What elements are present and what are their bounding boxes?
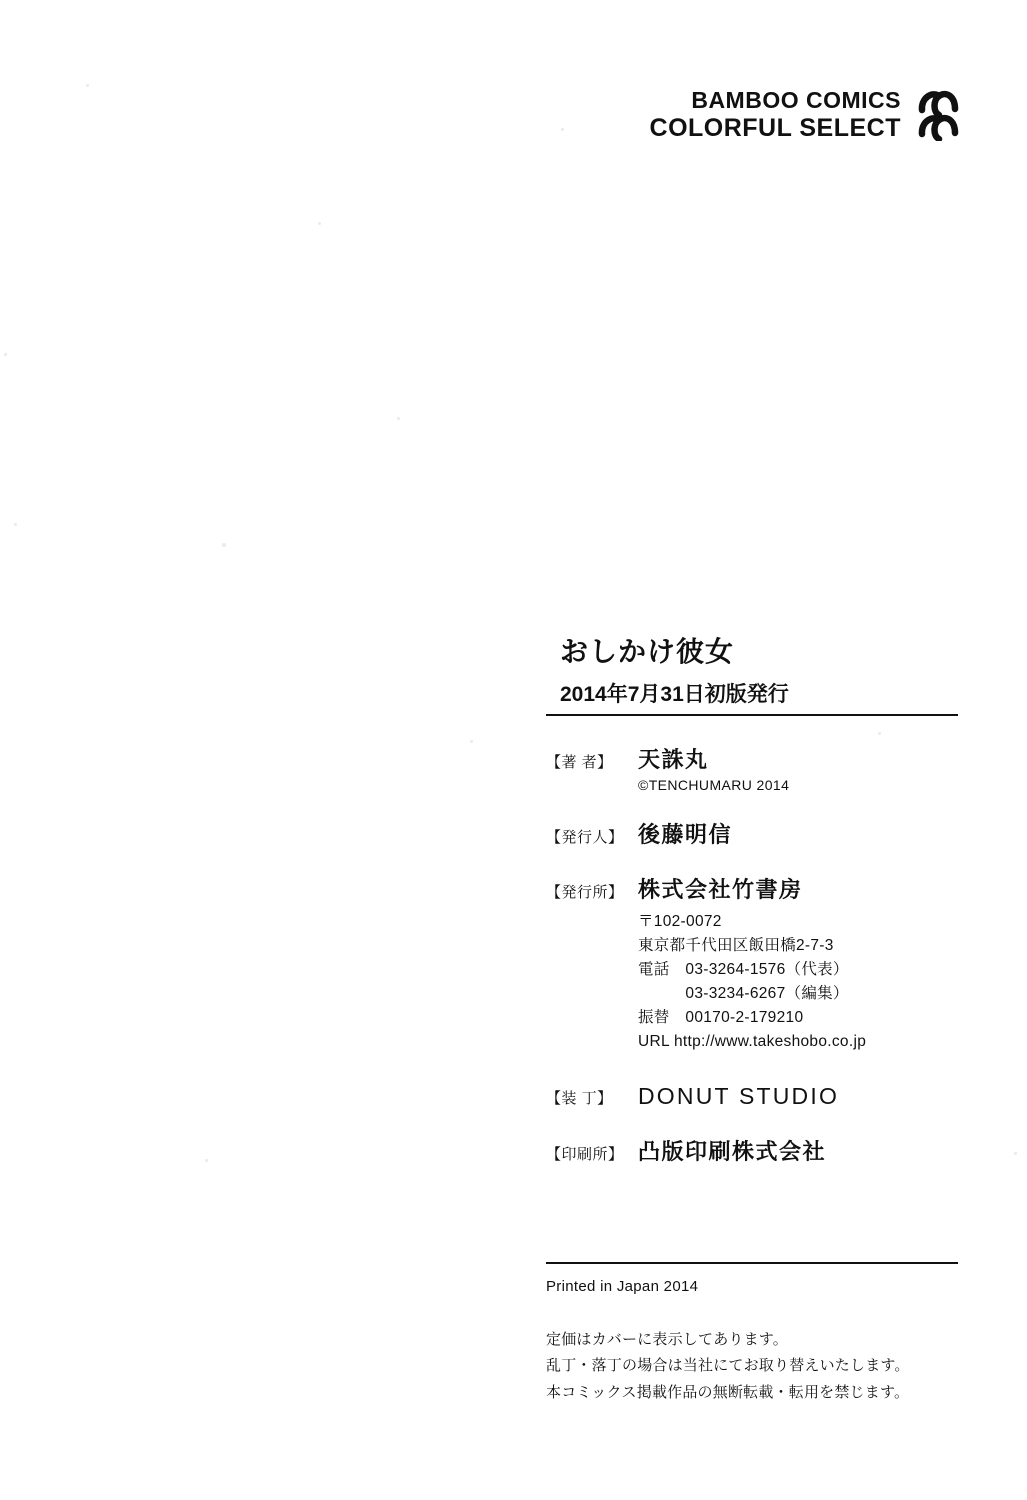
- note-price: 定価はカバーに表示してあります。: [546, 1331, 789, 1348]
- colophon-bottom-rule: [546, 1262, 958, 1264]
- cs-monogram-icon: [911, 89, 965, 141]
- colophon-label-publisher-company: 【発行所】: [546, 884, 624, 901]
- colophon-body-design: [638, 1082, 958, 1111]
- colophon-row-publisher-company: [546, 876, 958, 1054]
- publisher-address: [638, 910, 958, 1054]
- publisher-person-name: 後藤明信: [638, 821, 733, 847]
- colophon-block: [546, 630, 958, 1184]
- colophon-body-publisher-person: [638, 821, 958, 849]
- colophon-row-publisher-person: [546, 821, 958, 849]
- publisher-logo-text: [650, 88, 901, 142]
- address-phone-editorial: 03-3234-6267（編集）: [638, 984, 849, 1002]
- publication-date: 2014年7月31日初版発行: [560, 683, 789, 706]
- note-reprint-prohibited: 本コミックス掲載作品の無断転載・転用を禁じます。: [546, 1383, 910, 1401]
- paper-speck: [397, 417, 400, 420]
- colophon-label-design: 【装 丁】: [546, 1089, 613, 1107]
- colophon-label-author: 【著 者】: [546, 754, 613, 771]
- paper-speck: [561, 128, 564, 131]
- colophon-rows: [546, 746, 958, 1166]
- publisher-logo-line2: COLORFUL SELECT: [649, 113, 901, 142]
- author-copyright: ©TENCHUMARU 2014: [638, 776, 790, 793]
- author-name: 天誅丸: [638, 747, 709, 772]
- colophon-row-printer: [546, 1138, 958, 1166]
- paper-speck: [4, 353, 7, 356]
- printed-in-japan: Printed in Japan 2014: [546, 1278, 699, 1295]
- paper-speck: [86, 84, 89, 87]
- colophon-label-publisher-person: 【発行人】: [546, 828, 624, 846]
- publisher-logo: [650, 88, 965, 142]
- paper-speck: [470, 740, 473, 743]
- colophon-top-rule: [546, 714, 958, 716]
- book-title: おしかけ彼女: [560, 636, 735, 667]
- paper-speck: [1014, 1152, 1017, 1155]
- colophon-body-publisher-company: [638, 876, 958, 1054]
- address-postal-code: 〒102-0072: [638, 912, 722, 930]
- colophon-label-printer: 【印刷所】: [546, 1146, 624, 1164]
- colophon-body-author: [638, 746, 958, 793]
- design-studio-name: DONUT STUDIO: [638, 1082, 840, 1109]
- publisher-company-name: 株式会社竹書房: [638, 877, 803, 902]
- paper-speck: [14, 523, 17, 526]
- note-defective-copy: 乱丁・落丁の場合は当社にてお取り替えいたします。: [546, 1357, 910, 1375]
- colophon-row-design: [546, 1082, 958, 1111]
- colophon-body-printer: [638, 1138, 958, 1166]
- paper-speck: [318, 222, 321, 225]
- paper-speck: [222, 543, 226, 547]
- colophon-row-author: [546, 746, 958, 793]
- footer-notes: [546, 1327, 976, 1406]
- colophon-footer: [546, 1262, 976, 1406]
- address-url: URL http://www.takeshobo.co.jp: [638, 1032, 867, 1050]
- address-furikae: 振替 00170-2-179210: [638, 1008, 804, 1026]
- paper-speck: [205, 1159, 208, 1162]
- address-street: 東京都千代田区飯田橋2-7-3: [638, 936, 834, 954]
- publisher-logo-line1: BAMBOO COMICS: [691, 87, 901, 113]
- address-phone-main: 電話 03-3264-1576（代表）: [638, 960, 849, 978]
- printer-name: 凸版印刷株式会社: [638, 1139, 827, 1165]
